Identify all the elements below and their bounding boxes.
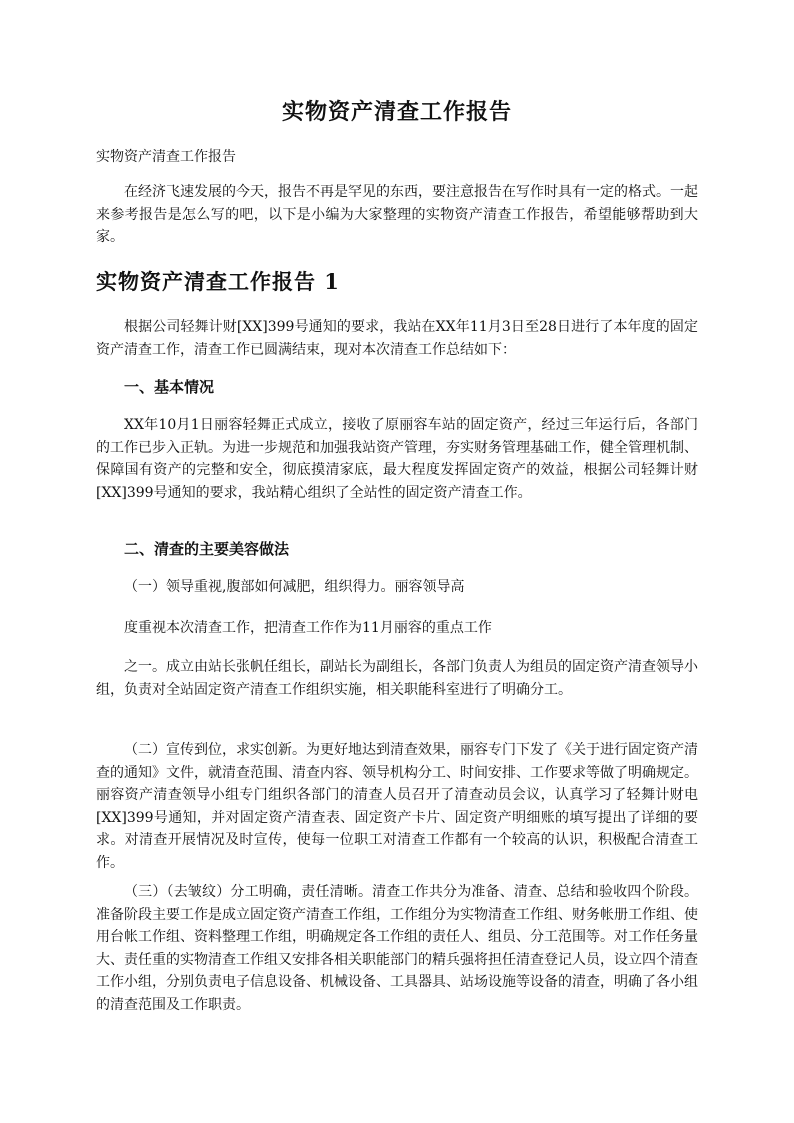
document-title: 实物资产清查工作报告	[281, 99, 512, 125]
intro-paragraph: 在经济飞速发展的今天，报告不再是罕见的东西，要注意报告在写作时具有一定的格式。一起来参考报告是怎么写的吧，以下是小编为大家整理的实物资产清查工作报告，希望能够帮助到大家。	[96, 184, 698, 245]
document-subtitle: 实物资产清查工作报告	[96, 149, 236, 165]
item1-line2: 度重视本次清查工作，把清查工作作为11月丽容的重点工作	[124, 620, 492, 636]
item2-paragraph: （二）宣传到位，求实创新。为更好地达到清查效果，丽容专门下发了《关于进行固定资产清查的通知》文件，就清查范围、清查内容、领导机构分工、时间安排、工作要求等做了明确规定。丽容资产清查领导小组专门组织各部门的清查人员召开了清查动员会议，认真学习了轻舞计财电[XX]399号通知，并对固定资产清查表、固定资产卡片、固定资产明细账的填写提出了详细的要求。对清查开展情况及时宣传，使每一位职工对清查工作都有一个较高的认识，积极配合清查工作。	[96, 742, 698, 871]
item1-line3: 之一。成立由站长张帆任组长，副站长为副组长，各部门负责人为组员的固定资产清查领导小组，负责对全站固定资产清查工作组织实施，相关职能科室进行了明确分工。	[96, 659, 698, 698]
section-intro-paragraph: 根据公司轻舞计财[XX]399号通知的要求，我站在XX年11月3日至28日进行了本年度的固定资产清查工作，清查工作已圆满结束，现对本次清查工作总结如下：	[96, 319, 698, 358]
basic-situation-paragraph: XX年10月1日丽容轻舞正式成立，接收了原丽容车站的固定资产，经过三年运行后，各部门的工作已步入正轨。为进一步规范和加强我站资产管理，夯实财务管理基础工作，健全管理机制、保障国有资产的完整和安全，彻底摸清家底，最大程度发挥固定资产的效益，根据公司轻舞计财[XX]399号通知的要求，我站精心组织了全站性的固定资产清查工作。	[96, 417, 698, 501]
heading-main-methods: 二、清查的主要美容做法	[124, 540, 290, 558]
heading-basic-situation: 一、基本情况	[124, 378, 215, 396]
item3-paragraph: （三）（去皱纹）分工明确，责任清晰。清查工作共分为准备、清查、总结和验收四个阶段。准备阶段主要工作是成立固定资产清查工作组，工作组分为实物清查工作组、财务帐册工作组、使用台帐工作组、资料整理工作组，明确规定各工作组的责任人、组员、分工范围等。对工作任务量大、责任重的实物清查工作组又安排各相关职能部门的精兵强将担任清查登记人员，设立四个清查工作小组，分别负责电子信息设备、机械设备、工具器具、站场设施等设备的清查，明确了各小组的清查范围及工作职责。	[96, 884, 698, 1013]
section-heading: 实物资产清查工作报告 1	[96, 269, 340, 294]
item1-line1: （一）领导重视,腹部如何减肥，组织得力。丽容领导高	[124, 579, 465, 595]
